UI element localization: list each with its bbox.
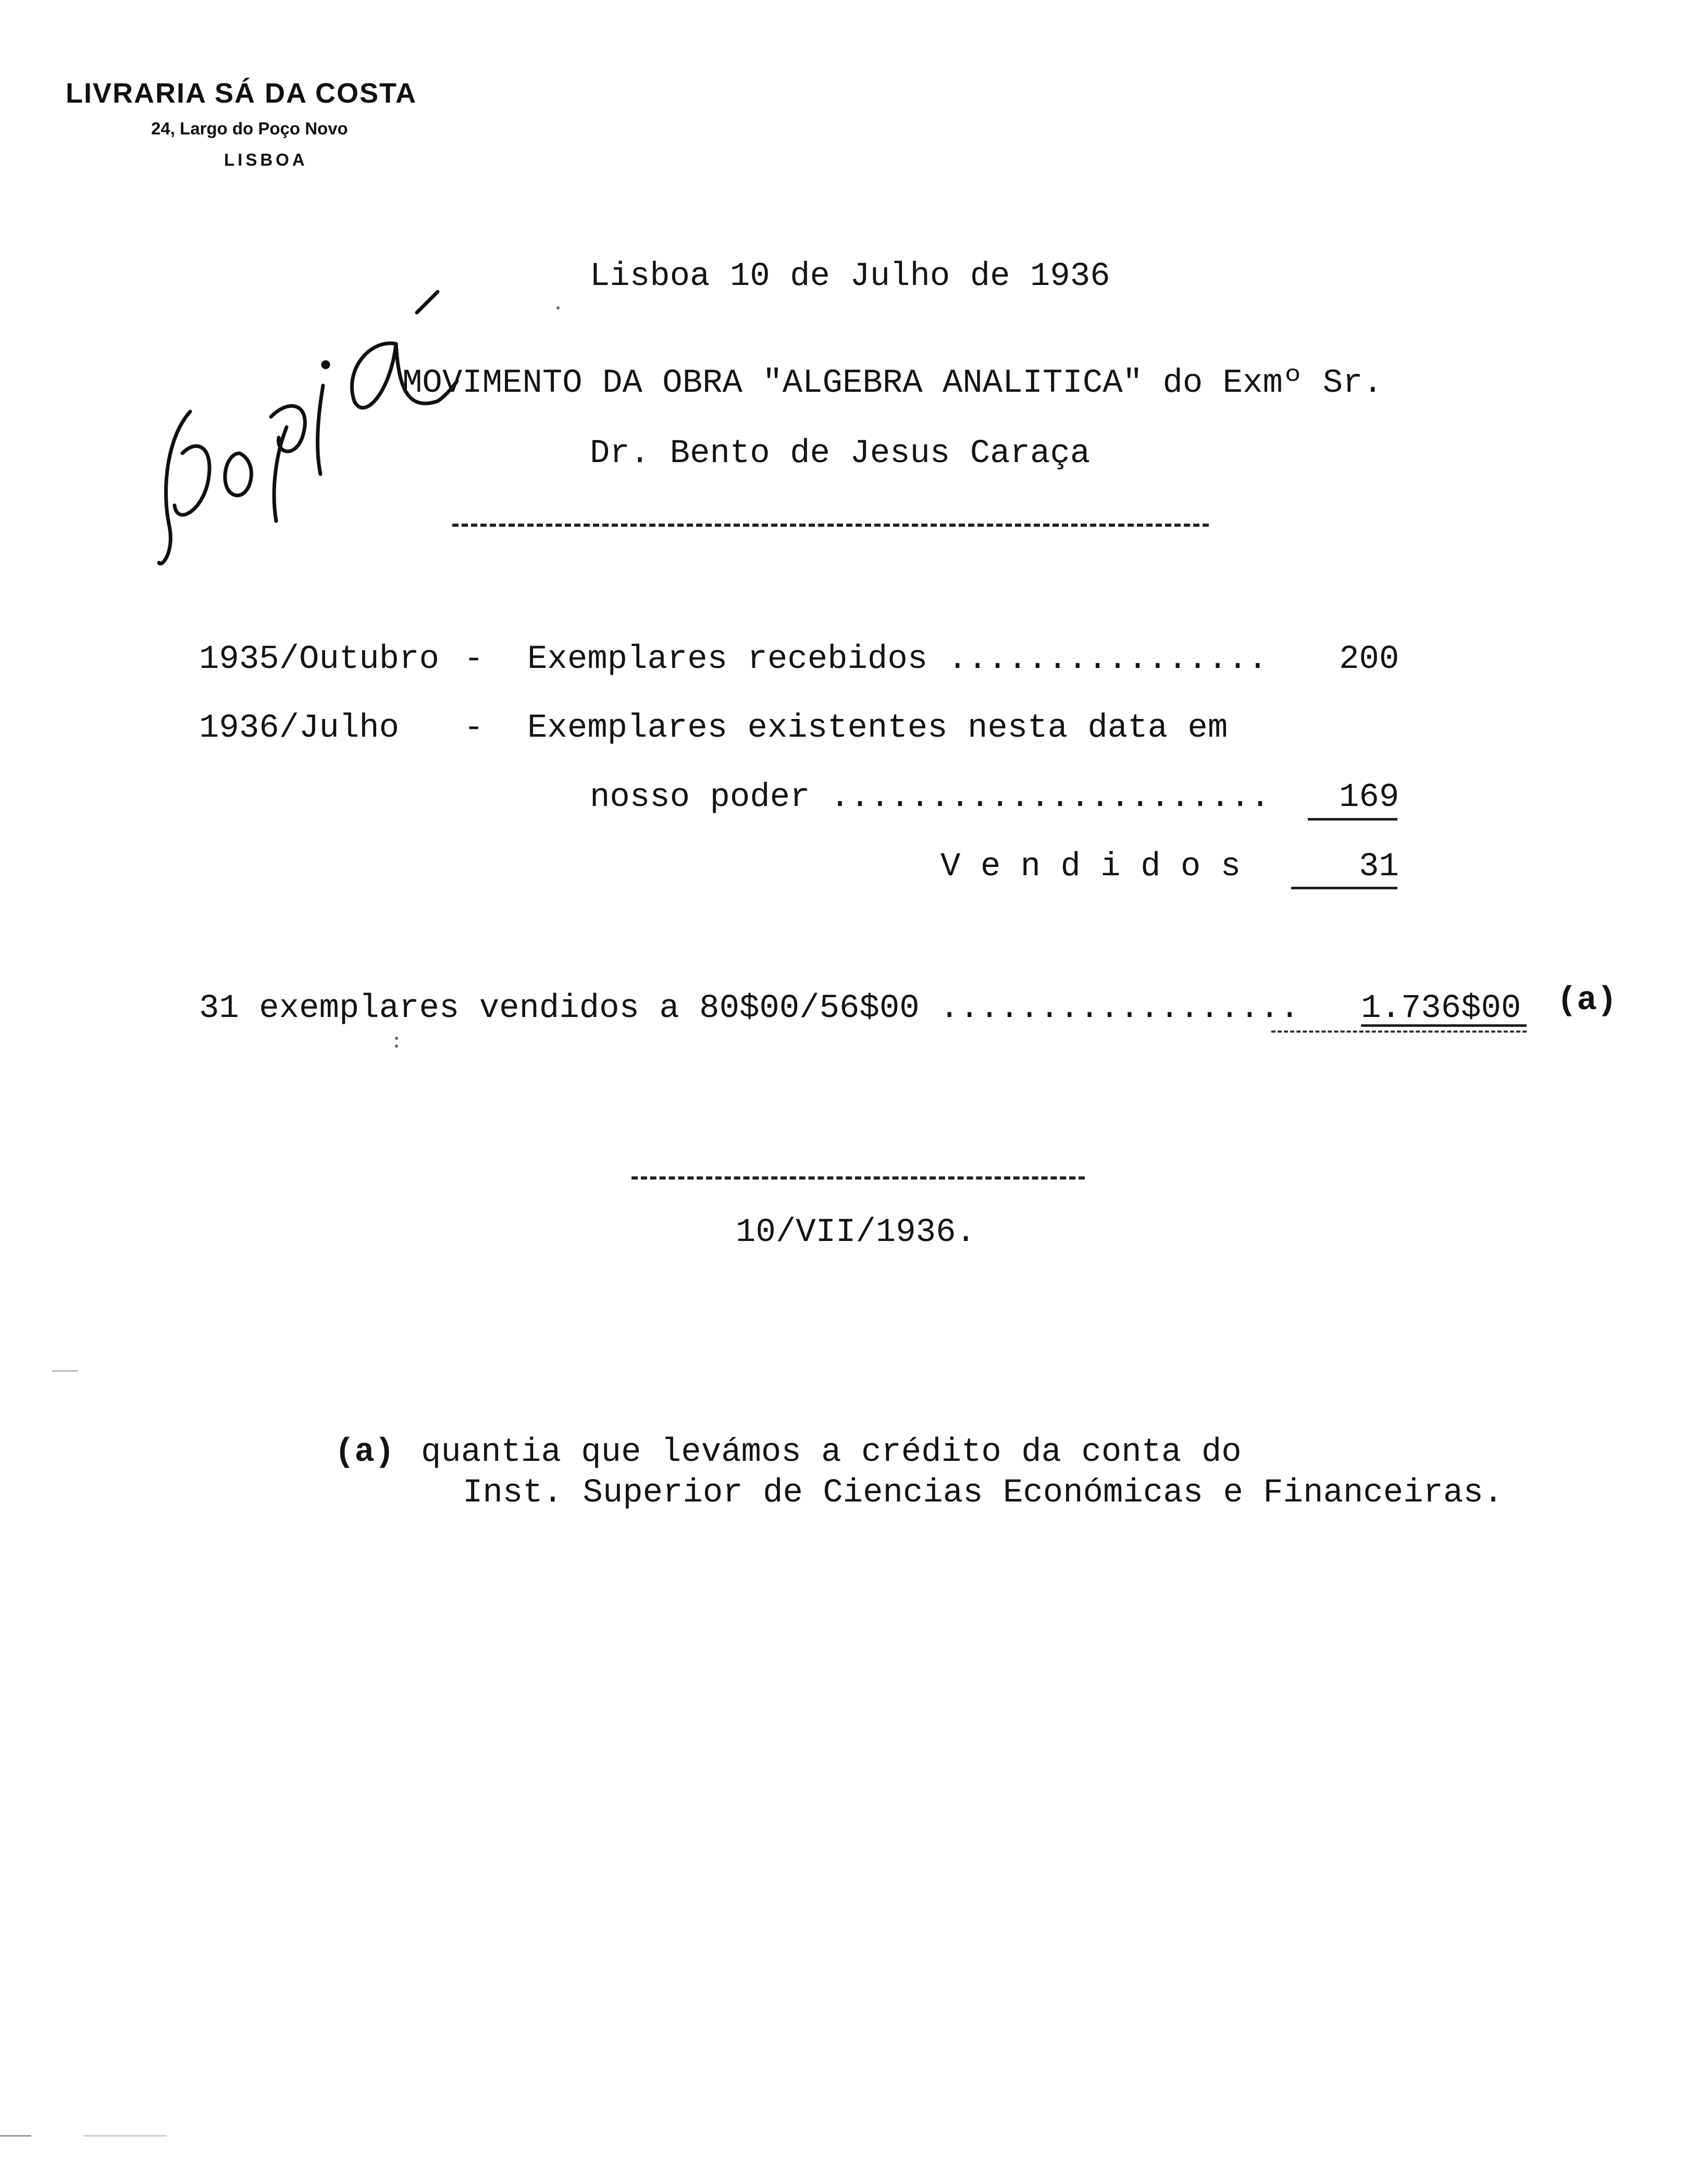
total-underline-dashed [1271,1031,1527,1033]
entry-description-cont: nosso poder ...................... [590,779,1270,816]
handwritten-copia-mark [146,281,459,573]
letter-date: Lisboa 10 de Julho de 1936 [590,258,1110,295]
closing-rule [632,1176,1085,1180]
footnote-marker: (a) [335,1434,395,1471]
entry-period: 1935/Outubro [199,641,439,678]
entry-period: 1936/Julho [199,710,400,747]
total-value: 1.736$00 [1361,990,1521,1027]
entry-description: Exemplares recebidos ................ [527,641,1268,678]
company-name: LIVRARIA SÁ DA COSTA [66,78,417,109]
total-description: 31 exemplares vendidos a 80$00/56$00 .................. [199,990,1300,1027]
heading-rule [452,524,1209,527]
scan-edge-mark [83,2135,167,2137]
footnote-line-1: quantia que levámos a crédito da conta do [421,1434,1242,1471]
subject-line-2: Dr. Bento de Jesus Caraça [590,435,1091,473]
footnote-line-2: Inst. Superior de Ciencias Económicas e Financeiras. [463,1474,1504,1512]
entry-dash: - [464,641,484,678]
ink-speck [395,1037,398,1040]
sold-value: 31 [1359,848,1399,886]
entry-dash: - [464,710,484,747]
closing-date: 10/VII/1936. [736,1214,976,1251]
total-note-ref: (a) [1557,982,1617,1020]
ink-speck [395,1045,398,1048]
value-underline [1308,818,1397,821]
scan-edge-mark [52,1370,78,1372]
subject-line-1: MOVIMENTO DA OBRA "ALGEBRA ANALITICA" do Exmº Sr. [402,365,1383,402]
scan-edge-mark [0,2135,31,2137]
company-city: LISBOA [224,150,308,169]
company-address: 24, Largo do Poço Novo [151,119,348,138]
sold-label: V e n d i d o s [940,848,1241,886]
sold-underline [1291,887,1397,889]
total-underline [1361,1024,1527,1027]
entry-value: 169 [1339,779,1400,816]
entry-description: Exemplares existentes nesta data em [527,710,1228,747]
entry-value: 200 [1339,641,1400,678]
ink-speck [556,306,560,309]
